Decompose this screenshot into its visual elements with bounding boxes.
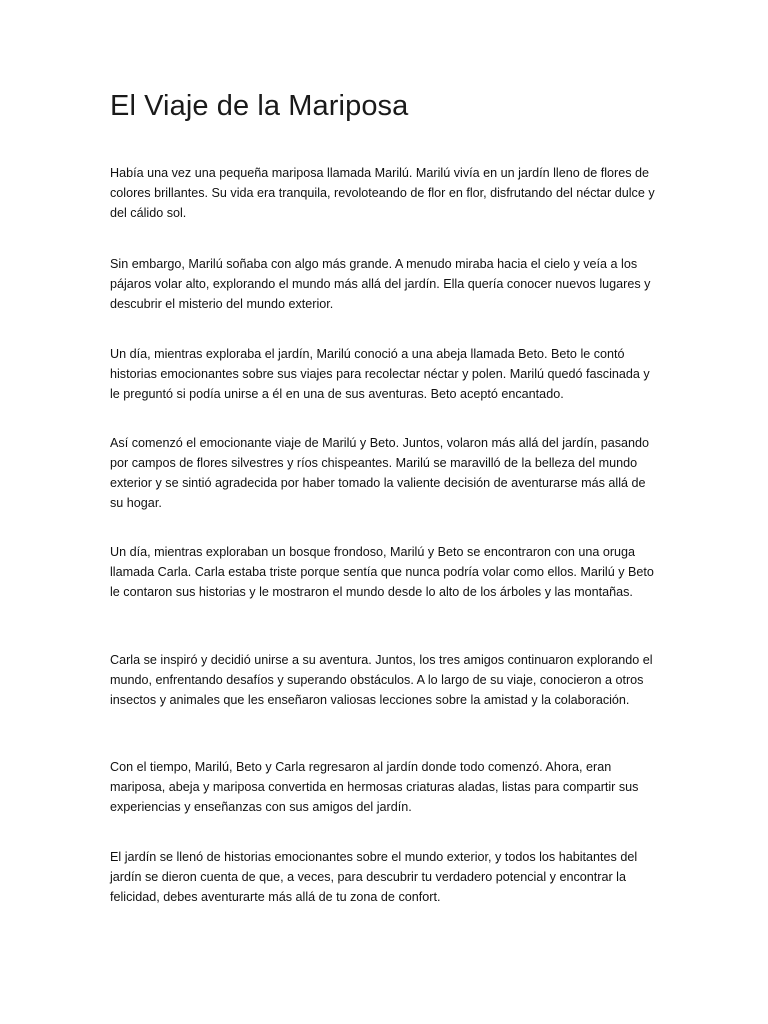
paragraph-3: Un día, mientras exploraba el jardín, Marilú conoció a una abeja llamada Beto. Beto le contó historias emocionantes sobre sus viajes para recolectar néctar y polen. Marilú quedó fascinada y le preguntó si podía unirse a él en una de sus aventuras. Beto aceptó encantado. bbox=[110, 347, 650, 401]
paragraph-6: Carla se inspiró y decidió unirse a su aventura. Juntos, los tres amigos continuaron explorando el mundo, enfrentando desafíos y superando obstáculos. A lo largo de su viaje, conocieron a otros insectos y animales que les enseñaron valiosas lecciones sobre la amistad y la colaboración. bbox=[110, 653, 653, 707]
paragraph-5: Un día, mientras exploraban un bosque frondoso, Marilú y Beto se encontraron con una oruga llamada Carla. Carla estaba triste porque sentía que nunca podría volar como ellos. Marilú y Beto le contaron sus historias y le mostraron el mundo desde lo alto de los árboles y las montañas. bbox=[110, 545, 654, 599]
document-title: El Viaje de la Mariposa bbox=[110, 90, 409, 122]
paragraph-8: El jardín se llenó de historias emocionantes sobre el mundo exterior, y todos los habitantes del jardín se dieron cuenta de que, a veces, para descubrir tu verdadero potencial y encontrar la felicidad, debes aventurarte más allá de tu zona de confort. bbox=[110, 850, 638, 904]
paragraph-1: Había una vez una pequeña mariposa llamada Marilú. Marilú vivía en un jardín lleno de flores de colores brillantes. Su vida era tranquila, revoloteando de flor en flor, disfrutando del néctar dulce y del cálido sol. bbox=[110, 166, 655, 220]
paragraph-4: Así comenzó el emocionante viaje de Marilú y Beto. Juntos, volaron más allá del jardín, pasando por campos de flores silvestres y ríos chispeantes. Marilú se maravilló de la belleza del mundo exterior y se sintió agradecida por haber tomado la valiente decisión de aventurarse más allá de su hogar. bbox=[110, 436, 650, 510]
paragraph-2: Sin embargo, Marilú soñaba con algo más grande. A menudo miraba hacia el cielo y veía a los pájaros volar alto, explorando el mundo más allá del jardín. Ella quería conocer nuevos lugares y descubrir el misterio del mundo exterior. bbox=[110, 257, 651, 311]
paragraph-7: Con el tiempo, Marilú, Beto y Carla regresaron al jardín donde todo comenzó. Ahora, eran mariposa, abeja y mariposa convertida en hermosas criaturas aladas, listas para compartir sus experiencias y enseñanzas con sus amigos del jardín. bbox=[110, 760, 639, 814]
